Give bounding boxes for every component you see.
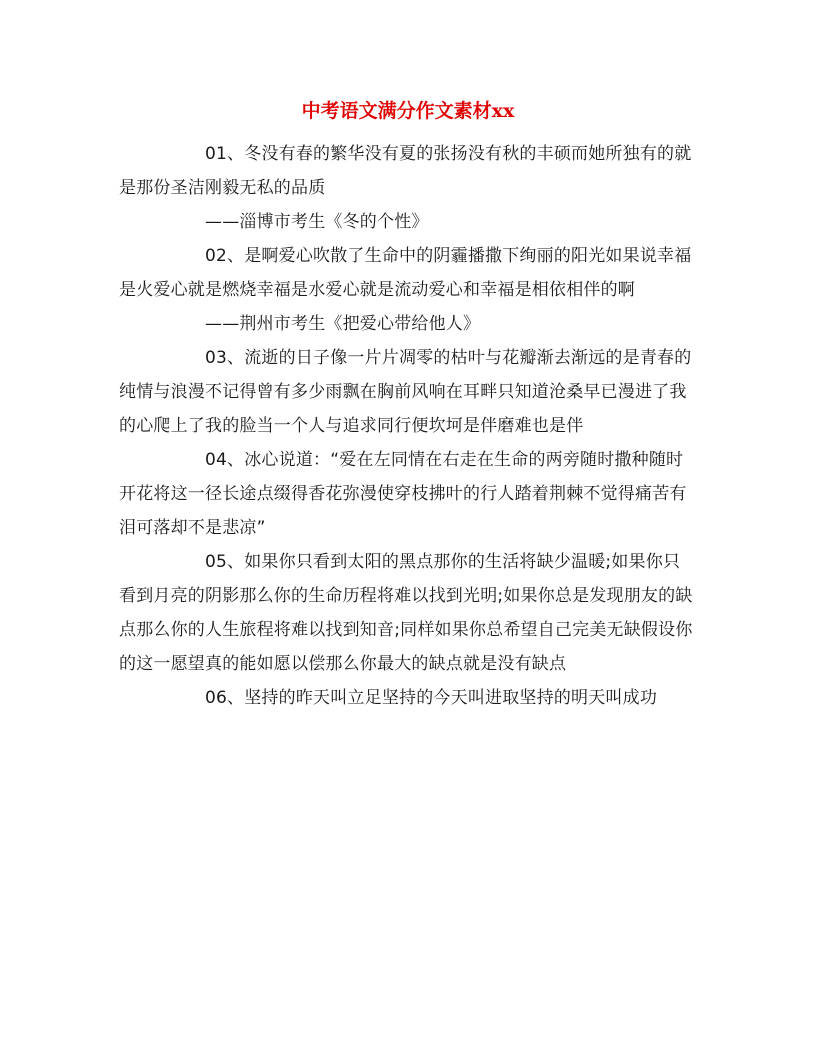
paragraph-06: 06、坚持的昨天叫立足坚持的今天叫进取坚持的明天叫成功 bbox=[205, 688, 658, 708]
document-title: 中考语文满分作文素材xx bbox=[301, 100, 515, 122]
paragraph-02: 02、是啊爱心吹散了生命中的阴霾播撒下绚丽的阳光如果说幸福是火爱心就是燃烧幸福是水爱心就是流动爱心和幸福是相依相伴的啊 bbox=[119, 246, 692, 300]
paragraph-03: 03、流逝的日子像一片片凋零的枯叶与花瓣渐去渐远的是青春的纯情与浪漫不记得曾有多少雨飘在胸前风响在耳畔只知道沧桑早已漫进了我的心爬上了我的脸当一个人与追求同行便坎坷是伴磨难也是伴 bbox=[119, 348, 692, 436]
attribution-02: ——荆州市考生《把爱心带给他人》 bbox=[205, 314, 481, 334]
paragraph-01: 01、冬没有春的繁华没有夏的张扬没有秋的丰硕而她所独有的就是那份圣洁刚毅无私的品质 bbox=[119, 144, 692, 198]
paragraph-05: 05、如果你只看到太阳的黑点那你的生活将缺少温暖;如果你只看到月亮的阴影那么你的生命历程将难以找到光明;如果你总是发现朋友的缺点那么你的人生旅程将难以找到知音;同样如果你总希望自己完美无缺假设你的这一愿望真的能如愿以偿那么你最大的缺点就是没有缺点 bbox=[119, 552, 693, 674]
paragraph-04: 04、冰心说道：“爱在左同情在右走在生命的两旁随时撒种随时开花将这一径长途点缀得香花弥漫使穿枝拂叶的行人踏着荆棘不觉得痛苦有泪可落却不是悲凉” bbox=[119, 450, 687, 538]
document-body bbox=[119, 137, 697, 715]
attribution-01: ——淄博市考生《冬的个性》 bbox=[205, 212, 429, 232]
